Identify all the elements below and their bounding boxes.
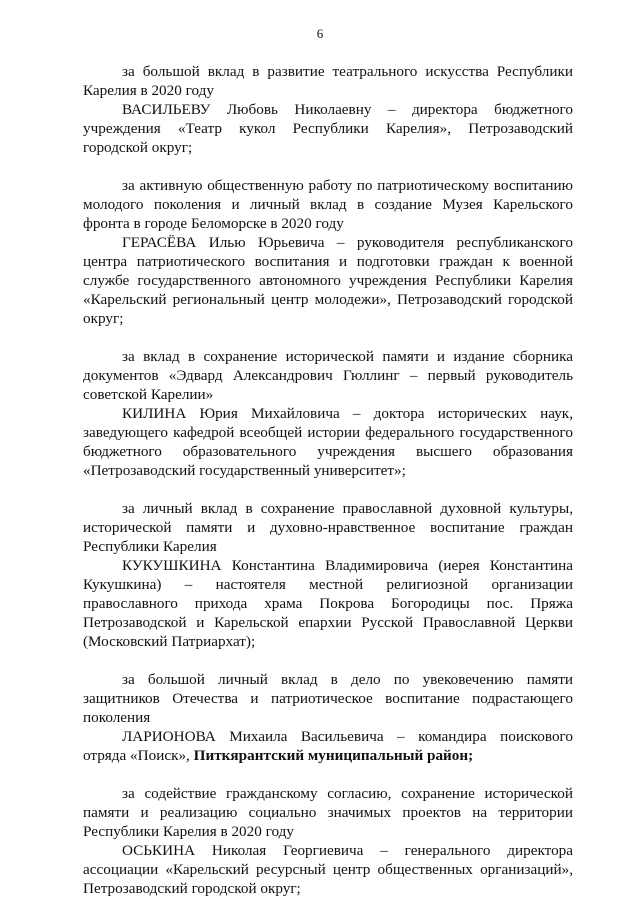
text-line [83, 404, 573, 423]
line-text: Республики Карелия в 2020 году [83, 823, 294, 840]
line-text: «Карельский региональный центр молодежи», Петрозаводский городской [83, 291, 573, 308]
line-text: службе государственного автономного учреждения Республики Карелия [83, 272, 573, 289]
award-paragraph [83, 784, 573, 898]
text-line [83, 746, 573, 765]
text-line [83, 271, 573, 290]
award-paragraph [83, 347, 573, 480]
text-line [83, 176, 573, 195]
page-number: 6 [316, 26, 324, 41]
paragraph-gap [83, 480, 573, 499]
text-line [83, 727, 573, 746]
line-text: КУКУШКИНА Константина Владимировича (иерея Константина [122, 557, 573, 574]
line-text: заведующего кафедрой всеобщей истории федерального государственного [83, 424, 573, 441]
line-text: православного прихода храма Покрова Богородицы пос. Пряжа [83, 595, 573, 612]
bold-district: Питкярантский муниципальный район; [193, 747, 474, 764]
line-text: Петрозаводский городской округ; [83, 880, 301, 897]
line-text: фронта в городе Беломорске в 2020 году [83, 215, 344, 232]
line-text: документов «Эдвард Александрович Гюллинг – первый руководитель [83, 367, 573, 384]
text-line [83, 822, 573, 841]
text-line [83, 594, 573, 613]
text-line [83, 119, 573, 138]
text-line [83, 81, 573, 100]
text-line [83, 100, 573, 119]
text-line [83, 499, 573, 518]
line-text: ОСЬКИНА Николая Георгиевича – генерального директора [122, 842, 573, 859]
line-text: за содействие гражданскому согласию, сохранение исторической [122, 785, 573, 802]
paragraph-gap [83, 157, 573, 176]
text-line [83, 632, 573, 651]
text-line [83, 879, 573, 898]
line-text: ВАСИЛЬЕВУ Любовь Николаевну – директора бюджетного [122, 101, 573, 118]
text-line [83, 442, 573, 461]
text-line [83, 556, 573, 575]
line-text: округ; [83, 310, 124, 327]
line-text: за личный вклад в сохранение православной духовной культуры, [122, 500, 573, 517]
line-text: поколения [83, 709, 151, 726]
line-text: ГЕРАСЁВА Илью Юрьевича – руководителя республиканского [122, 234, 573, 251]
text-line [83, 784, 573, 803]
line-text: ЛАРИОНОВА Михаила Васильевича – командира поискового [122, 728, 573, 745]
line-text: центра патриотического воспитания и подготовки граждан к военной [83, 253, 573, 270]
text-line [83, 860, 573, 879]
line-text: за активную общественную работу по патриотическому воспитанию [122, 177, 573, 194]
text-line [83, 347, 573, 366]
text-line [83, 689, 573, 708]
line-text: Республики Карелия [83, 538, 217, 555]
text-line [83, 575, 573, 594]
text-line [83, 366, 573, 385]
text-line [83, 613, 573, 632]
line-text: за большой вклад в развитие театрального искусства Республики [122, 63, 573, 80]
award-paragraph [83, 670, 573, 765]
text-line [83, 385, 573, 404]
line-text: за вклад в сохранение исторической памяти и издание сборника [122, 348, 573, 365]
text-line [83, 518, 573, 537]
line-text: за большой личный вклад в дело по увековечению памяти [122, 671, 573, 688]
paragraph-gap [83, 651, 573, 670]
line-text: защитников Отечества и патриотическое воспитание подрастающего [83, 690, 573, 707]
text-line [83, 423, 573, 442]
text-line [83, 62, 573, 81]
line-text: КИЛИНА Юрия Михайловича – доктора исторических наук, [122, 405, 573, 422]
text-line [83, 537, 573, 556]
line-text: учреждения «Театр кукол Республики Карелия», Петрозаводский [83, 120, 573, 137]
line-text: отряда «Поиск», [83, 747, 194, 764]
line-text: Карелия в 2020 году [83, 82, 214, 99]
text-line [83, 670, 573, 689]
text-line [83, 290, 573, 309]
text-line [83, 841, 573, 860]
line-text: городской округ; [83, 139, 193, 156]
paragraph-gap [83, 765, 573, 784]
text-line [83, 233, 573, 252]
document-body [83, 62, 573, 898]
text-line [83, 138, 573, 157]
line-text: молодого поколения и личный вклад в создание Музея Карельского [83, 196, 573, 213]
line-text: памяти и реализацию социально значимых проектов на территории [83, 804, 573, 821]
text-line [83, 252, 573, 271]
line-text: (Московский Патриархат); [83, 633, 256, 650]
text-line [83, 708, 573, 727]
award-paragraph [83, 499, 573, 651]
line-text: советской Карелии» [83, 386, 214, 403]
line-text: «Петрозаводский государственный университет»; [83, 462, 406, 479]
line-text: Кукушкина) – настоятеля местной религиозной организации [83, 576, 573, 593]
paragraph-gap [83, 328, 573, 347]
line-text: ассоциации «Карельский ресурсный центр общественных организаций», [83, 861, 573, 878]
line-text: исторической памяти и духовно-нравственное воспитание граждан [83, 519, 573, 536]
text-line [83, 195, 573, 214]
text-line [83, 461, 573, 480]
line-text: бюджетного образовательного учреждения высшего образования [83, 443, 573, 460]
text-line [83, 214, 573, 233]
line-text: Петрозаводской и Карельской епархии Русской Православной Церкви [83, 614, 573, 631]
text-line [83, 309, 573, 328]
award-paragraph [83, 62, 573, 157]
text-line [83, 803, 573, 822]
award-paragraph [83, 176, 573, 328]
